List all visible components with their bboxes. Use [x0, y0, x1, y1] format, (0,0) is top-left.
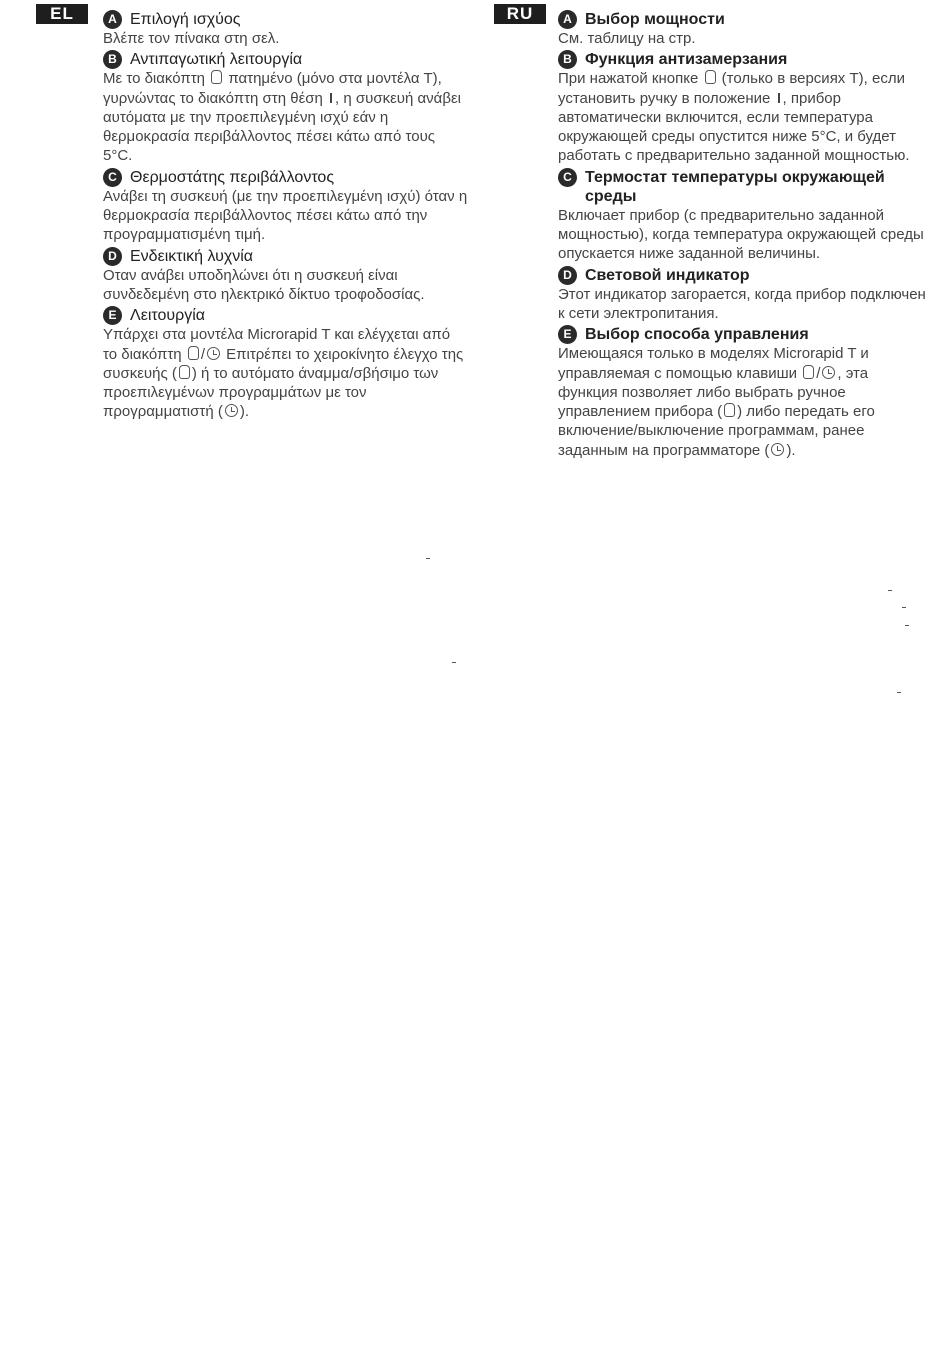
hand-icon	[724, 403, 735, 417]
section-text: Υπάρχει στα μοντέλα Microrapid T και ελέγχεται από το διακόπτη / Επιτρέπει το χειροκίνητο έλεγχο της συσκευής ( ) ή το αυτόματο άναμμα/σβήσιμο των προεπιλεγμένων προγραμμάτων με τον προγραμματιστή ( ).	[103, 326, 464, 421]
clock-icon	[771, 443, 784, 456]
section-antifreeze	[558, 50, 930, 165]
clock-icon	[822, 366, 835, 379]
scan-mark	[452, 662, 456, 663]
section-title: Λειτουργία	[130, 307, 206, 325]
section-text: Ανάβει τη συσκευή (με την προεπιλεγμένη ισχύ) όταν η θερμοκρασία περιβάλλοντος πέσει κάτω από την προγραμματισμένη τιμή.	[103, 187, 468, 244]
letter-b-icon: B	[103, 50, 122, 69]
section-control-mode	[558, 325, 930, 460]
letter-b-icon: B	[558, 50, 577, 69]
hand-icon	[705, 70, 716, 84]
scan-mark	[902, 607, 906, 608]
letter-d-icon: D	[103, 247, 122, 266]
hand-icon	[179, 365, 190, 379]
section-title: Функция антизамерзания	[585, 51, 788, 69]
clock-icon	[225, 404, 238, 417]
language-badge-ru: RU	[494, 4, 546, 24]
section-operation	[103, 306, 468, 421]
column-greek	[103, 10, 468, 424]
section-room-thermostat	[103, 168, 468, 245]
letter-d-icon: D	[558, 266, 577, 285]
section-title: Световой индикатор	[585, 266, 750, 284]
language-badge-el: EL	[36, 4, 88, 24]
letter-a-icon: A	[103, 10, 122, 29]
section-text: Имеющаяся только в моделях Microrapid T и управляемая с помощью клавиши / , эта функция позволяет либо выбрать ручное управлением прибора ( ) либо передать его включение/выключение программам, ранее заданным на программаторе ( ).	[558, 345, 875, 459]
position-mark-icon	[330, 93, 332, 103]
letter-c-icon: C	[103, 168, 122, 187]
section-text: Οταν ανάβει υποδηλώνει ότι η συσκευή είναι συνδεδεμένη στο ηλεκτρικό δίκτυο τροφοδοσίας.	[103, 266, 425, 303]
section-title: Термостат температуры окружающей среды	[585, 168, 885, 205]
position-mark-icon	[778, 93, 780, 103]
letter-a-icon: A	[558, 10, 577, 29]
section-title: Ενδεικτική λυχνία	[130, 247, 254, 265]
section-text: При нажатой кнопке (только в версиях Т), если установить ручку в положение , прибор автоматически включится, если температура окружающей среды опустится ниже 5°С, и будет работать с предварительно заданной мощностью.	[558, 70, 910, 165]
section-text: Βλέπε τον πίνακα στη σελ.	[103, 30, 280, 47]
column-russian	[558, 10, 930, 462]
section-text: Με το διακόπτη πατημένο (μόνο στα μοντέλα Τ), γυρνώντας το διακόπτη στη θέση , η συσκευή ανάβει αυτόματα με την προεπιλεγμένη ισχύ εάν η θερμοκρασία περιβάλλοντος πέσει κάτω από τους 5°C.	[103, 70, 461, 165]
section-title: Αντιπαγωτική λειτουργία	[130, 51, 303, 69]
scan-mark	[888, 590, 892, 591]
section-power-selection	[558, 10, 930, 48]
letter-c-icon: C	[558, 168, 577, 187]
hand-icon	[803, 365, 814, 379]
letter-e-icon: E	[103, 306, 122, 325]
section-power-selection	[103, 10, 468, 48]
section-text: Этот индикатор загорается, когда прибор подключен к сети электропитания.	[558, 285, 926, 322]
scan-mark	[905, 625, 909, 626]
section-title: Θερμοστάτης περιβάλλοντος	[130, 168, 335, 186]
section-title: Επιλογή ισχύος	[130, 11, 241, 28]
section-room-thermostat	[558, 168, 930, 264]
hand-icon	[211, 70, 222, 84]
hand-icon	[188, 346, 199, 360]
section-indicator-lamp	[558, 266, 930, 324]
section-indicator-lamp	[103, 247, 468, 305]
scan-mark	[426, 558, 430, 559]
section-title: Выбор способа управления	[585, 326, 809, 344]
section-antifreeze	[103, 50, 468, 165]
clock-icon	[207, 347, 220, 360]
section-text: См. таблицу на стр.	[558, 30, 696, 47]
letter-e-icon: E	[558, 325, 577, 344]
section-text: Включает прибор (с предварительно заданной мощностью), когда температура окружающей среды опускается ниже заданной величины.	[558, 206, 924, 263]
scan-mark	[897, 692, 901, 693]
section-title: Выбор мощности	[585, 11, 725, 28]
